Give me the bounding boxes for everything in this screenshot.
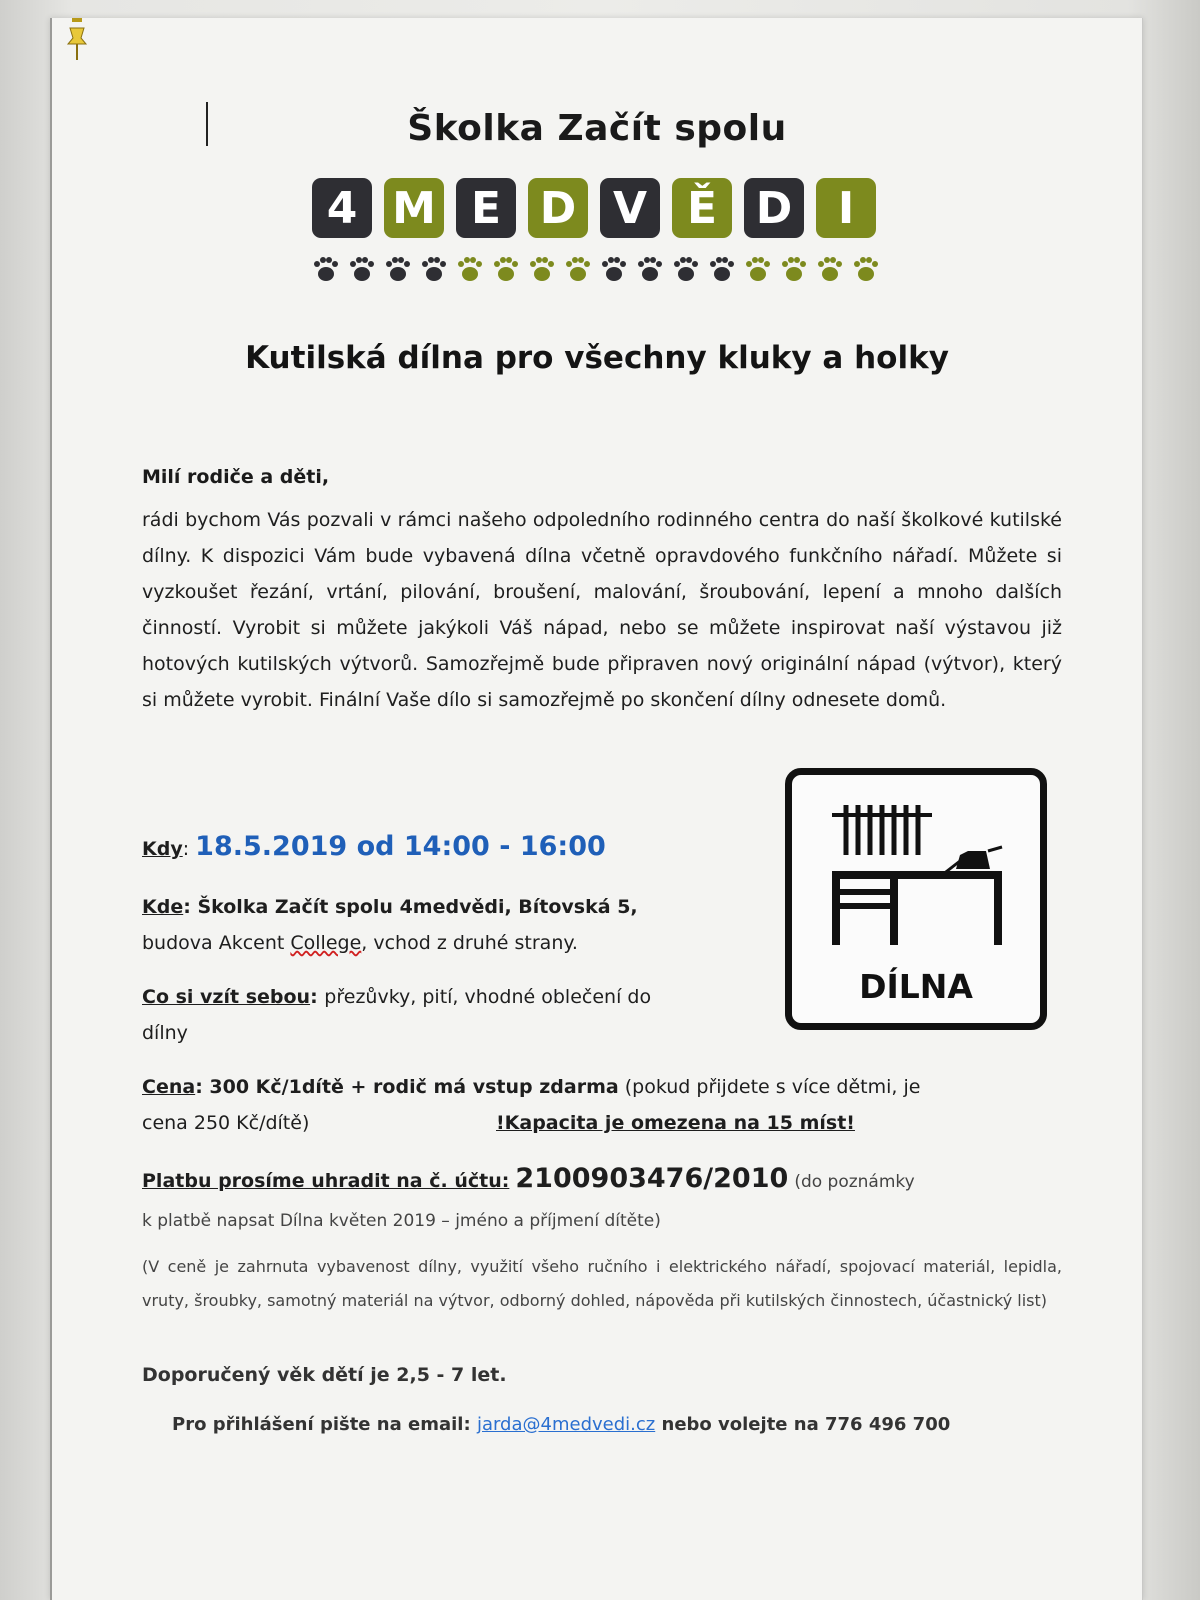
- paw-print: [530, 257, 554, 281]
- paw-print: [314, 257, 338, 281]
- price-line: Cena: 300 Kč/1dítě + rodič má vstup zdarma (pokud přijdete s více dětmi, je: [142, 1076, 921, 1098]
- where-line-2: [142, 926, 578, 960]
- price-note: (pokud přijdete s více dětmi, je: [624, 1076, 921, 1098]
- intro-paragraph: rádi bychom Vás pozvali v rámci našeho odpoledního rodinného centra do naší školkové kutilské dílny. K dispozici Vám bude vybavená dílna včetně opravdového funkčního nářadí. Můžete si vyzkoušet řezání, vrtání, pilování, broušení, malování, šroubování, lepení a mnoho dalších činností. Vyrobit si můžete jakýkoli Váš nápad, nebo se můžete inspirovat naší výstavou již hotových kutilských výtvorů. Samozřejmě bude připraven nový originální nápad (výtvor), který si můžete vyrobit. Finální Vaše dílo si samozřejmě po skončení dílny odnesete domů.: [142, 509, 1062, 711]
- email-link[interactable]: jarda@4medvedi.cz: [476, 1414, 656, 1435]
- logo-letter: Ě: [672, 178, 732, 238]
- paw-print: [710, 257, 734, 281]
- capacity-warning: !Kapacita je omezena na 15 míst!: [496, 1112, 855, 1134]
- when-line: Kdy: 18.5.2019 od 14:00 - 16:00: [142, 831, 606, 862]
- payment-note: (do poznámky: [794, 1172, 915, 1192]
- payment-line-2: k platbě napsat Dílna květen 2019 – jméno a příjmení dítěte): [142, 1211, 661, 1231]
- price-value: 300 Kč/1dítě + rodič má vstup zdarma: [209, 1076, 619, 1098]
- paw-print: [854, 257, 878, 281]
- price-label: Cena: [142, 1076, 196, 1098]
- bring-line-2: dílny: [142, 1022, 188, 1044]
- where-building: budova Akcent: [142, 932, 291, 954]
- recommended-age: Doporučený věk dětí je 2,5 - 7 let.: [142, 1364, 507, 1386]
- paw-print: [674, 257, 698, 281]
- paw-print: [818, 257, 842, 281]
- logo-letter: D: [528, 178, 588, 238]
- where-entrance: , vchod z druhé strany.: [361, 932, 578, 954]
- sign-label: DÍLNA: [859, 967, 973, 1006]
- paw-print: [746, 257, 770, 281]
- paw-print: [350, 257, 374, 281]
- paw-print: [602, 257, 626, 281]
- where-line: Kde: Školka Začít spolu 4medvědi, Bítovská 5,: [142, 896, 638, 918]
- headline: Kutilská dílna pro všechny kluky a holky: [245, 340, 949, 376]
- contact-line: [172, 1414, 950, 1435]
- price-line-2: cena 250 Kč/dítě): [142, 1112, 310, 1134]
- logo-letter: I: [816, 178, 876, 238]
- workshop-sign: [785, 768, 1047, 1030]
- contact-suffix: nebo volejte na 776 496 700: [661, 1414, 951, 1435]
- where-value: Školka Začít spolu 4medvědi, Bítovská 5,: [197, 896, 638, 918]
- paw-print: [422, 257, 446, 281]
- bring-value: přezůvky, pití, vhodné oblečení do: [324, 986, 652, 1008]
- paw-print: [386, 257, 410, 281]
- paw-prints-icon: [312, 250, 892, 290]
- paw-print: [494, 257, 518, 281]
- workbench-icon: [792, 775, 1040, 965]
- included-note: (V ceně je zahrnuta vybavenost dílny, využití všeho ručního i elektrického nářadí, spojovací materiál, lepidla, vruty, šroubky, samotný materiál na výtvor, odborný dohled, nápověda při kutilských činnostech, účastnický list): [142, 1257, 1062, 1310]
- paw-print: [638, 257, 662, 281]
- 4medvedi-logo: [312, 178, 892, 318]
- where-label: Kde: [142, 896, 184, 918]
- logo-letter: 4: [312, 178, 372, 238]
- when-value: 18.5.2019 od 14:00 - 16:00: [195, 831, 606, 862]
- paw-print: [458, 257, 482, 281]
- logo-letter: E: [456, 178, 516, 238]
- payment-label: Platbu prosíme uhradit na č. účtu:: [142, 1170, 510, 1192]
- contact-prefix: Pro přihlášení pište na email:: [172, 1414, 477, 1435]
- greeting: Milí rodiče a děti,: [142, 466, 330, 488]
- payment-line: [142, 1162, 1102, 1199]
- document-page: [50, 18, 1143, 1600]
- account-number: 2100903476/2010: [515, 1163, 789, 1194]
- logo-letter: D: [744, 178, 804, 238]
- bring-label: Co si vzít sebou: [142, 986, 311, 1008]
- pushpin-icon: [64, 18, 90, 62]
- logo-letter: M: [384, 178, 444, 238]
- logo-letter: V: [600, 178, 660, 238]
- bring-line: Co si vzít sebou: přezůvky, pití, vhodné oblečení do: [142, 986, 652, 1008]
- paw-print: [566, 257, 590, 281]
- school-title: Školka Začít spolu: [407, 108, 787, 149]
- paw-print: [782, 257, 806, 281]
- when-label: Kdy: [142, 838, 183, 860]
- where-building-name: College: [290, 932, 362, 954]
